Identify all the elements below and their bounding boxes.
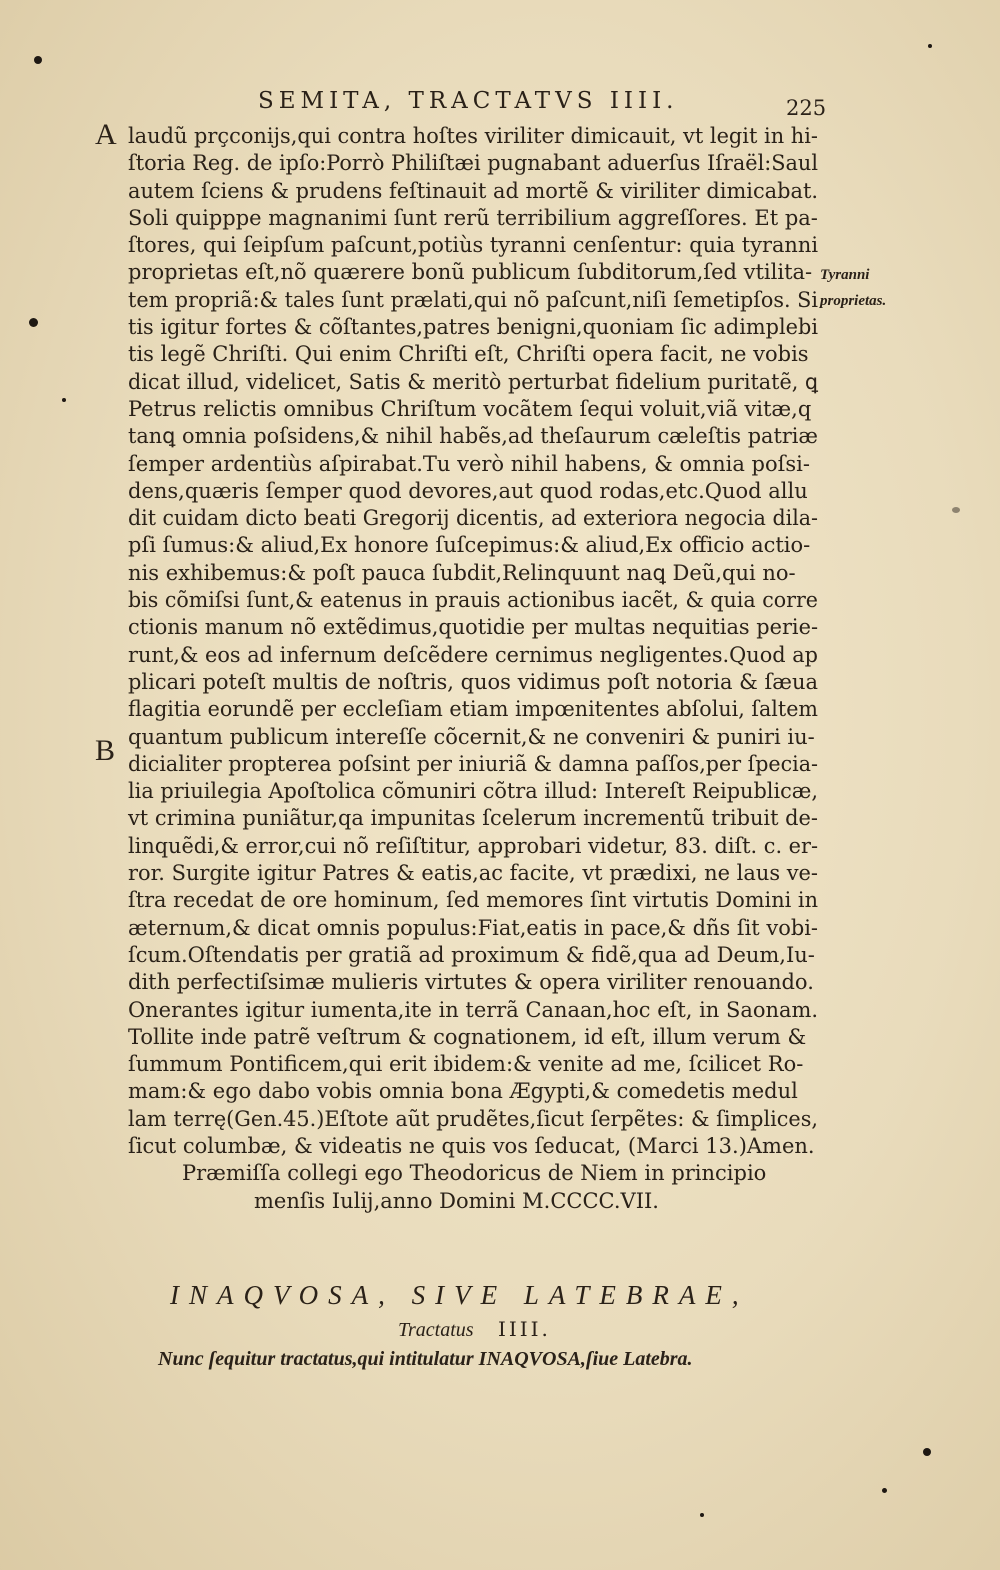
text-line: flagitia eorundẽ per eccleſiam etiam impœnitentes abſolui, ſaltem bbox=[128, 697, 818, 722]
page-speck bbox=[923, 1448, 931, 1456]
body-text bbox=[128, 123, 818, 1215]
text-line: ſummum Pontificem,qui erit ibidem:& venite ad me, ſcilicet Ro- bbox=[128, 1052, 804, 1077]
text-line: ctionis manum nõ extẽdimus,quotidie per multas nequitias perie- bbox=[128, 615, 818, 640]
text-line: Soli quipppe magnanimi ſunt rerũ terribilium aggreſſores. Et pa- bbox=[128, 205, 818, 230]
text-line: nis exhibemus:& poſt pauca ſubdit,Relinquunt naꝗ Deũ,qui no- bbox=[128, 560, 796, 585]
text-line: plicari poteſt multis de noſtris, quos vidimus poſt notoria & ſæua bbox=[128, 669, 818, 694]
text-line: dit cuidam dicto beati Gregorij dicentis, ad exteriora negocia dila- bbox=[128, 506, 818, 531]
text-line: ſtoria Reg. de ipſo:Porrò Philiſtæi pugnabant aduerſus Iſraël:Saul bbox=[128, 151, 818, 176]
margin-note-line: proprietas. bbox=[820, 293, 887, 309]
text-line: æternum,& dicat omnis populus:Fiat,eatis in pace,& dñs ſit vobi- bbox=[128, 915, 818, 940]
page-speck bbox=[882, 1488, 887, 1493]
text-line: menſis Iulij,anno Domini M.CCCC.VII. bbox=[254, 1188, 659, 1213]
text-line: Onerantes igitur iumenta,ite in terrã Canaan,hoc eſt, in Saonam. bbox=[128, 997, 818, 1022]
text-line: ſicut columbæ, & videatis ne quis vos ſeducat, (Marci 13.)Amen. bbox=[128, 1133, 815, 1158]
text-line: dens,quæris ſemper quod devores,aut quod rodas,etc.Quod allu bbox=[128, 478, 808, 503]
text-line: tis igitur fortes & cõſtantes,patres benigni,quoniam ſic adimplebi bbox=[128, 315, 818, 340]
text-line: ſcum.Oſtendatis per gratiã ad proximum & fidẽ,qua ad Deum,Iu- bbox=[128, 942, 815, 967]
section-title: INAQVOSA, SIVE LATEBRAE, bbox=[170, 1280, 749, 1310]
page-speck bbox=[62, 398, 66, 402]
tractatus-label: Tractatus bbox=[398, 1319, 474, 1341]
text-line: runt,& eos ad infernum deſcẽdere cernimus negligentes.Quod ap bbox=[128, 642, 818, 667]
page-speck bbox=[700, 1513, 704, 1517]
text-line: ſemper ardentiùs aſpirabat.Tu verò nihil habens, & omnia poſsi- bbox=[128, 451, 810, 476]
text-line: lia priuilegia Apoſtolica cõmuniri cõtra illud: Intereſt Reipublicæ, bbox=[128, 779, 818, 804]
text-line: bis cõmiſsi ſunt,& eatenus in prauis actionibus iacẽt, & quia corre bbox=[128, 588, 818, 613]
text-line: tis legẽ Chriſti. Qui enim Chriſti eſt, Chriſti opera facit, ne vobis bbox=[128, 342, 809, 367]
text-line: ſtra recedat de ore hominum, ſed memores ſint virtutis Domini in bbox=[128, 888, 818, 913]
text-line: vt crimina puniãtur,qa impunitas ſcelerum incrementũ tribuit de- bbox=[128, 806, 818, 831]
text-line: mam:& ego dabo vobis omnia bona Ægypti,& comedetis medul bbox=[128, 1079, 798, 1104]
text-line: Petrus relictis omnibus Chriſtum vocãtem ſequi voluit,viã vitæ,q bbox=[128, 396, 812, 421]
text-line: ſtores, qui ſeipſum paſcunt,potiùs tyranni cenſentur: quia tyranni bbox=[128, 233, 818, 258]
text-line: ror. Surgite igitur Patres & eatis,ac facite, vt prædixi, ne laus ve- bbox=[128, 861, 818, 886]
page-speck bbox=[29, 318, 38, 327]
running-title: SEMITA, TRACTATVS IIII. bbox=[258, 88, 679, 114]
text-line: proprietas eſt,nõ quærere bonũ publicum ſubditorum,ſed vtilita- bbox=[128, 260, 813, 285]
text-line: Præmiſſa collegi ego Theodoricus de Niem in principio bbox=[182, 1161, 767, 1186]
text-line: linquẽdi,& error,cui nõ reſiſtitur, approbari videtur, 83. diſt. c. er- bbox=[128, 833, 818, 858]
tractatus-number: IIII. bbox=[497, 1317, 551, 1341]
text-line: dicat illud, videlicet, Satis & meritò perturbat fidelium puritatẽ, ꝗ bbox=[128, 369, 818, 394]
text-line: tem propriã:& tales ſunt prælati,qui nõ paſcunt,niſi ſemetipſos. Si bbox=[128, 287, 818, 312]
text-line: lam terrę(Gen.45.)Eſtote aũt prudẽtes,ſicut ſerpẽtes: & ſimplices, bbox=[128, 1106, 818, 1131]
sequitur-line: Nunc ſequitur tractatus,qui intitulatur INAQVOSA,ſiue Latebra. bbox=[158, 1348, 693, 1370]
section-marker-a: A bbox=[95, 118, 117, 151]
text-line: Tollite inde patrẽ veſtrum & cognationem, id eſt, illum verum & bbox=[128, 1024, 807, 1049]
text-line: dicialiter propterea poſsint per iniuriã & damna paſſos,per ſpecia- bbox=[128, 751, 818, 776]
page-speck bbox=[34, 56, 42, 64]
margin-note-line: Tyranni bbox=[820, 267, 870, 283]
section-marker-b: B bbox=[95, 734, 116, 767]
text-line: tanꝗ omnia poſsidens,& nihil habẽs,ad theſaurum cæleſtis patriæ bbox=[128, 424, 818, 449]
text-line: quantum publicum intereſſe cõcernit,& ne conveniri & puniri iu- bbox=[128, 724, 815, 749]
page-number: 225 bbox=[786, 96, 827, 120]
text-line: pſi ſumus:& aliud,Ex honore ſuſcepimus:& aliud,Ex officio actio- bbox=[128, 533, 811, 558]
text-line: dith perfectiſsimæ mulieris virtutes & opera viriliter renouando. bbox=[128, 970, 814, 995]
next-section-heading bbox=[150, 1280, 850, 1342]
margin-note bbox=[820, 262, 930, 314]
page-speck bbox=[928, 44, 932, 48]
text-line: laudũ prçconijs,qui contra hoſtes viriliter dimicauit, vt legit in hi- bbox=[128, 124, 818, 148]
text-line: autem ſciens & prudens feſtinauit ad mortẽ & viriliter dimicabat. bbox=[128, 178, 818, 203]
tractatus-heading bbox=[150, 1317, 850, 1342]
page-speck bbox=[952, 507, 960, 513]
